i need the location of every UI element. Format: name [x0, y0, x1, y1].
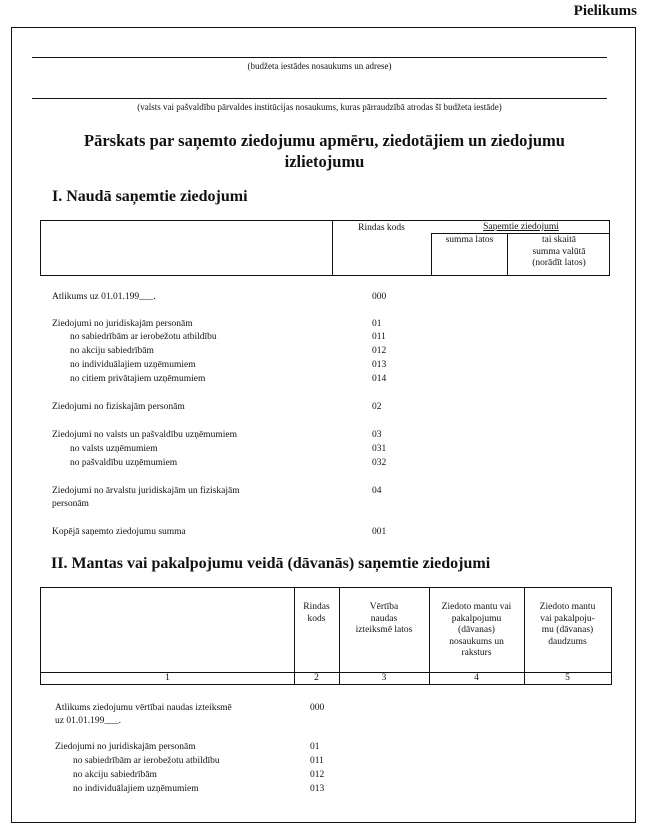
section2-heading: II. Mantas vai pakalpojumu veidā (dāvanās) saņemtie ziedojumi: [51, 555, 491, 572]
s1-row-code: 04: [372, 486, 382, 496]
col-number: 1: [165, 673, 170, 683]
report-title-line1: Pārskats par saņemto ziedojumu apmēru, ziedotājiem un ziedojumu: [84, 131, 565, 150]
s1-row-code: 032: [372, 458, 387, 468]
s1-row-label: Ziedojumi no valsts un pašvaldību uzņēmumiem: [52, 430, 237, 440]
s1-row-label: Ziedojumi no fiziskajām personām: [52, 402, 185, 412]
s1-row-code: 011: [372, 332, 386, 342]
col-header-received: Saņemtie ziedojumi: [483, 222, 559, 232]
col-header-quantity: Ziedoto mantu vai pakalpoju- mu (dāvanas) daudzums: [539, 602, 596, 647]
s2-row-label-cont: uz 01.01.199___.: [55, 716, 121, 726]
s2-row-code: 013: [310, 784, 325, 794]
s1-row-label: Ziedojumi no juridiskajām personām: [52, 319, 193, 329]
s1-row-code: 03: [372, 430, 382, 440]
section1-header-table: [40, 220, 610, 276]
col-header-name: Ziedoto mantu vai pakalpojumu (dāvanas) nosaukums un raksturs: [441, 602, 512, 658]
section2-header-table: [40, 587, 612, 685]
institution-caption: (budžeta iestādes nosaukums un adrese): [247, 61, 392, 71]
s1-row-code: 014: [372, 374, 387, 384]
s1-row-code: 001: [372, 527, 387, 537]
s1-row-label: no citiem privātajiem uzņēmumiem: [70, 374, 206, 384]
s1-row-code: 02: [372, 402, 382, 412]
s1-row-label: Atlikums uz 01.01.199___.: [52, 292, 156, 302]
col-number: 2: [314, 673, 319, 683]
s2-row-code: 01: [310, 742, 320, 752]
s1-row-code: 031: [372, 444, 387, 454]
supervisor-line: [32, 98, 607, 99]
col-header-value: Vērtība naudas izteiksmē latos: [355, 602, 413, 635]
section1-heading: I. Naudā saņemtie ziedojumi: [52, 188, 248, 205]
col-number: 4: [474, 673, 479, 683]
s1-row-code: 012: [372, 346, 387, 356]
report-title-line2: izlietojumu: [284, 152, 365, 171]
s2-row-label: no akciju sabiedrībām: [73, 770, 157, 780]
s2-row-label: Ziedojumi no juridiskajām personām: [55, 742, 196, 752]
s1-row-label: no individuālajiem uzņēmumiem: [70, 360, 196, 370]
institution-line: [32, 57, 607, 58]
col-number: 3: [381, 673, 387, 683]
s1-row-label-cont: personām: [52, 499, 89, 509]
s2-row-code: 012: [310, 770, 325, 780]
s1-row-label: Kopējā saņemto ziedojumu summa: [52, 527, 186, 537]
col-header-sum-lats: summa latos: [445, 235, 494, 245]
appendix-label: Pielikums: [573, 3, 637, 19]
col-number: 5: [565, 673, 570, 683]
supervisor-caption: (valsts vai pašvaldību pārvaldes institūcijas nosaukums, kuras pārraudzībā atrodas šī budžeta iestāde): [137, 102, 502, 112]
s2-row-label: no sabiedrībām ar ierobežotu atbildību: [73, 756, 220, 766]
s2-row-label: no individuālajiem uzņēmumiem: [73, 784, 199, 794]
s1-row-code: 01: [372, 319, 382, 329]
s1-row-label: no sabiedrībām ar ierobežotu atbildību: [70, 332, 217, 342]
s2-row-label: Atlikums ziedojumu vērtībai naudas izteiksmē: [55, 703, 232, 713]
s2-row-code: 000: [310, 703, 325, 713]
s1-row-label: no pašvaldību uzņēmumiem: [70, 458, 178, 468]
s2-row-code: 011: [310, 756, 324, 766]
s1-row-label: no akciju sabiedrībām: [70, 346, 154, 356]
s1-row-label: Ziedojumi no ārvalstu juridiskajām un fiziskajām: [52, 486, 240, 496]
s1-row-code: 000: [372, 292, 387, 302]
s1-row-label: no valsts uzņēmumiem: [70, 444, 158, 454]
s1-row-code: 013: [372, 360, 387, 370]
col-header-code: Rindas kods: [358, 223, 405, 233]
col-header-foreign: tai skaitā summa valūtā (norādīt latos): [532, 235, 586, 268]
col-header-code: Rindas kods: [303, 602, 330, 624]
